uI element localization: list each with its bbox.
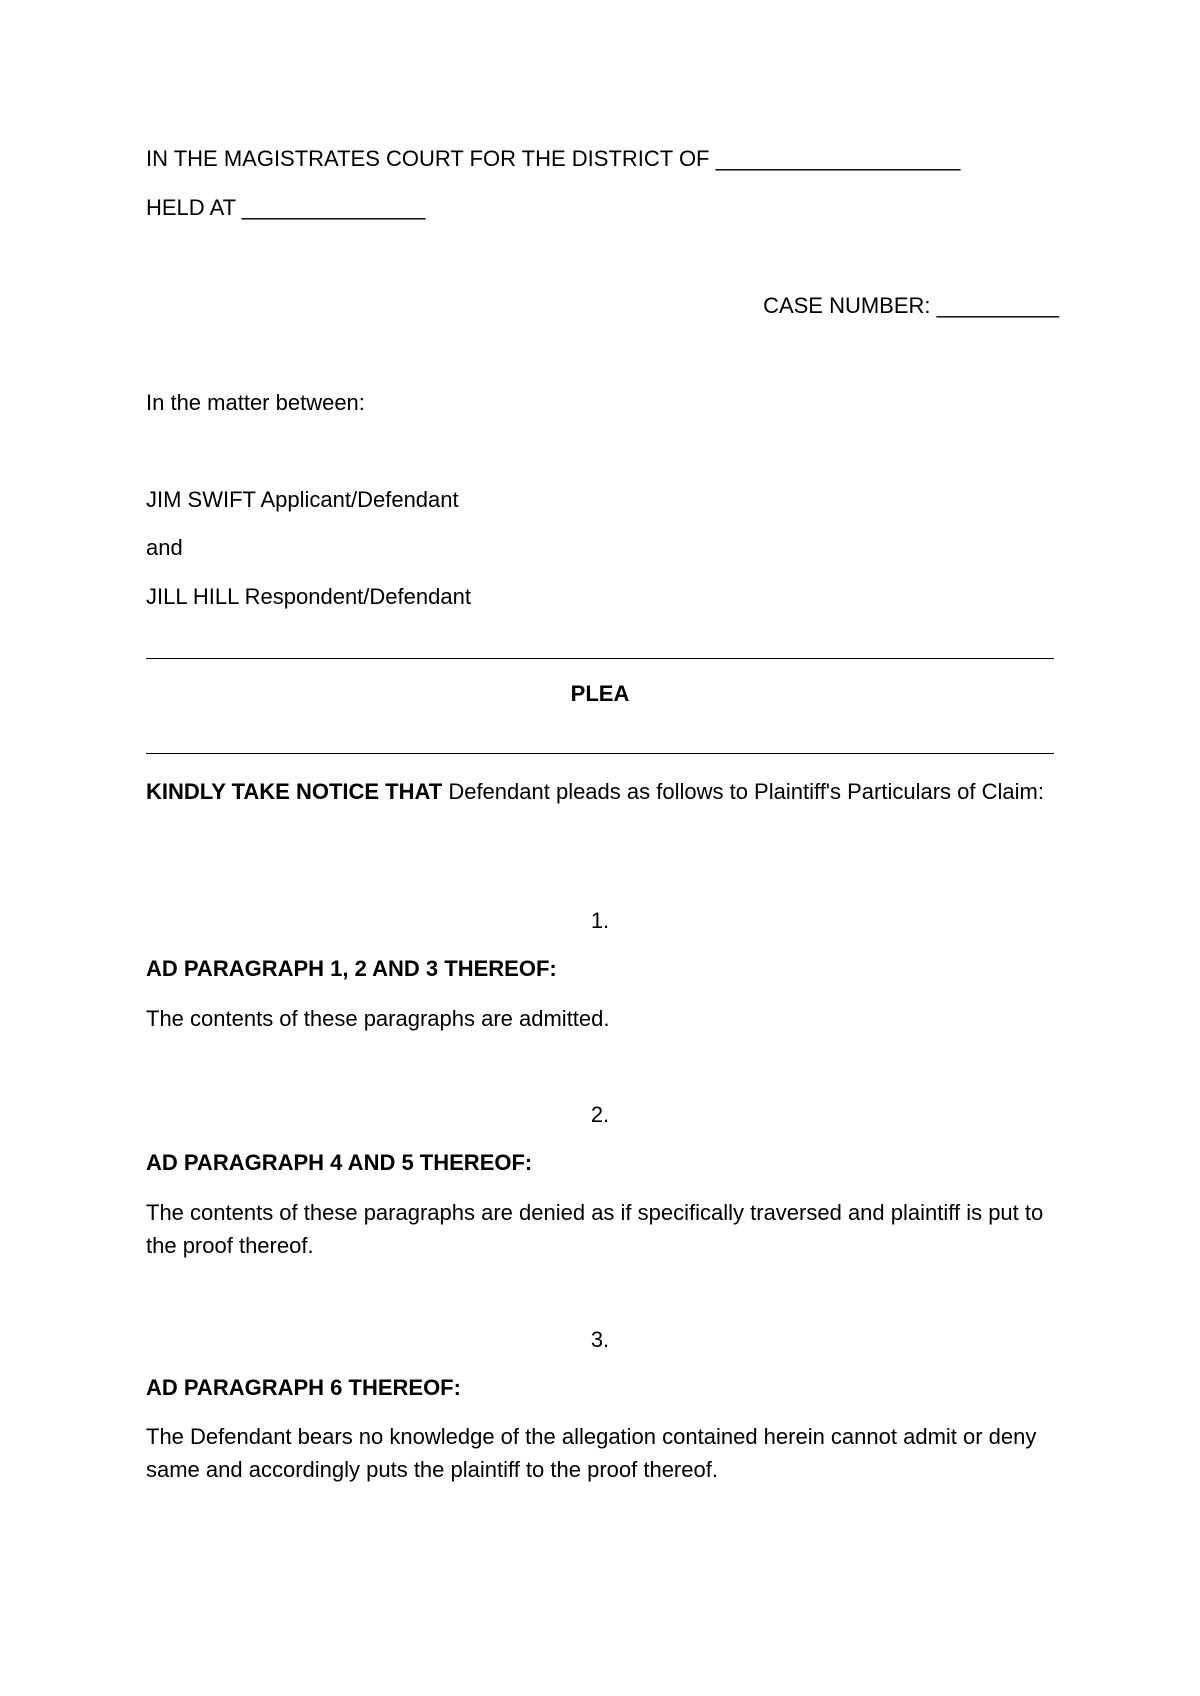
paragraph-heading: AD PARAGRAPH 4 AND 5 THEREOF: bbox=[146, 1150, 533, 1175]
respondent-line: JILL HILL Respondent/Defendant bbox=[146, 584, 471, 609]
paragraph-number: 3. bbox=[590, 1327, 610, 1352]
case-number: CASE NUMBER: __________ bbox=[763, 293, 1059, 318]
held-at-line: HELD AT _______________ bbox=[146, 195, 426, 220]
document-title: PLEA bbox=[570, 681, 630, 706]
parties-intro: In the matter between: bbox=[146, 390, 365, 415]
notice-text: Defendant pleads as follows to Plaintiff's Particulars of Claim: bbox=[442, 779, 1044, 804]
paragraph-number: 1. bbox=[590, 908, 610, 933]
paragraph-body: The contents of these paragraphs are denied as if specifically traversed and plaintiff is put to the proof thereof. bbox=[146, 1200, 1044, 1258]
bottom-divider bbox=[146, 753, 1054, 754]
conjunction-line: and bbox=[146, 535, 183, 560]
paragraph-body: The Defendant bears no knowledge of the allegation contained herein cannot admit or deny same and accordingly puts the plaintiff to the proof thereof. bbox=[146, 1424, 1037, 1482]
applicant-line: JIM SWIFT Applicant/Defendant bbox=[146, 487, 459, 512]
paragraph-heading: AD PARAGRAPH 6 THEREOF: bbox=[146, 1375, 461, 1400]
paragraph-heading: AD PARAGRAPH 1, 2 AND 3 THEREOF: bbox=[146, 956, 557, 981]
court-line: IN THE MAGISTRATES COURT FOR THE DISTRICT OF ____________________ bbox=[146, 146, 961, 171]
notice-lead: KINDLY TAKE NOTICE THAT bbox=[146, 779, 443, 804]
top-divider bbox=[146, 658, 1054, 659]
notice-paragraph bbox=[146, 775, 1056, 808]
paragraph-number: 2. bbox=[590, 1102, 610, 1127]
paragraph-body: The contents of these paragraphs are admitted. bbox=[146, 1006, 610, 1031]
